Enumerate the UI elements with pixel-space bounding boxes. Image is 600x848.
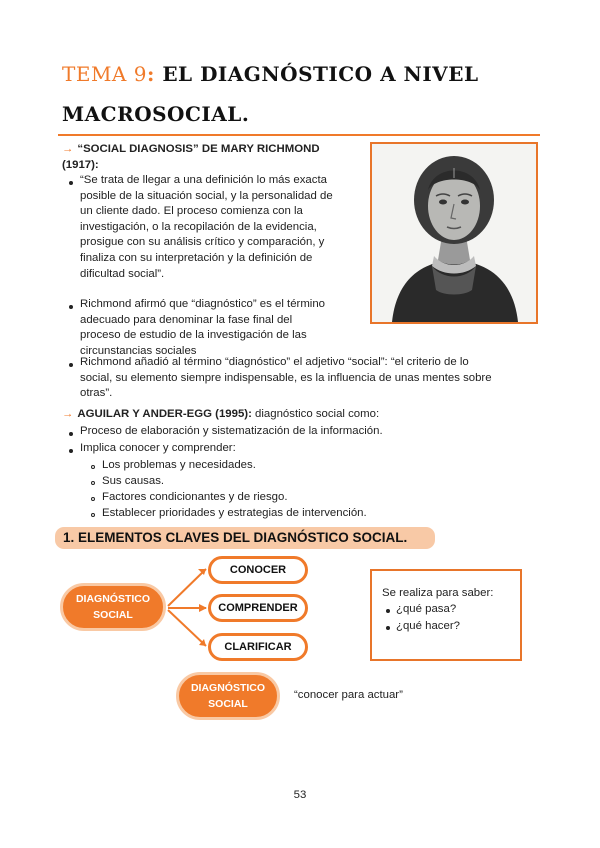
motto-text: “conocer para actuar”: [294, 689, 403, 701]
page-number: 53: [293, 789, 307, 801]
conocer-node: CONOCER: [208, 556, 308, 584]
diagnostico-social-node: DIAGNÓSTICO SOCIAL: [60, 583, 166, 631]
diagnostico-social-node-bottom: DIAGNÓSTICO SOCIAL: [176, 672, 280, 720]
aguilar-subitem-3: Factores condicionantes y de riesgo.: [102, 491, 288, 503]
aguilar-subitem-1: Los problemas y necesidades.: [102, 459, 256, 471]
bullet-icon: [386, 609, 390, 613]
purpose-item-2: ¿qué hacer?: [396, 620, 460, 632]
richmond-quote: “Se trata de llegar a una definición lo más exacta posible de la situación social, y la personalidad de un cliente dado. El proceso comienza con la investigación, o la recopilación de la evidencia, prosigue con su análisis crítico y comparación, y finaliza con su interpretación y la definición de dificultad social”.: [80, 174, 333, 280]
bullet-icon: [386, 626, 390, 630]
richmond-heading: → “SOCIAL DIAGNOSIS” DE MARY RICHMOND (1917):: [62, 143, 320, 171]
page-title-line-1: TEMA 9: EL DIAGNÓSTICO A NIVEL: [62, 62, 479, 86]
title-text-1: EL DIAGNÓSTICO A NIVEL: [162, 62, 479, 86]
clarificar-node: CLARIFICAR: [208, 633, 308, 661]
aguilar-item-1: Proceso de elaboración y sistematización de la información.: [80, 425, 383, 437]
richmond-statement: Richmond afirmó que “diagnóstico” es el término adecuado para denominar la fase final del proceso de estudio de la investigación de las circunstancias sociales: [80, 298, 326, 357]
purpose-box: [370, 569, 522, 661]
aguilar-subitem-2: Sus causas.: [102, 475, 165, 487]
section-heading: 1. ELEMENTOS CLAVES DEL DIAGNÓSTICO SOCIAL.: [55, 527, 435, 549]
aguilar-subitem-4: Establecer prioridades y estrategias de intervención.: [102, 507, 367, 519]
comprender-node: COMPRENDER: [208, 594, 308, 622]
arrow-icon: →: [62, 408, 74, 420]
richmond-social: Richmond añadió al término “diagnóstico” el adjetivo “social”: “el criterio de lo social, su elemento siempre indispensable, es la influencia de unas mentes sobre otras”.: [80, 356, 492, 400]
page-title-line-2: MACROSOCIAL.: [62, 102, 250, 126]
purpose-title: Se realiza para saber:: [382, 587, 494, 599]
arrow-icon: →: [62, 143, 74, 155]
aguilar-heading: → AGUILAR Y ANDER-EGG (1995): diagnóstico social como:: [62, 408, 380, 420]
purpose-item-1: ¿qué pasa?: [396, 603, 457, 615]
aguilar-item-2: Implica conocer y comprender:: [80, 442, 236, 454]
tema-label: TEMA 9: [62, 62, 147, 86]
